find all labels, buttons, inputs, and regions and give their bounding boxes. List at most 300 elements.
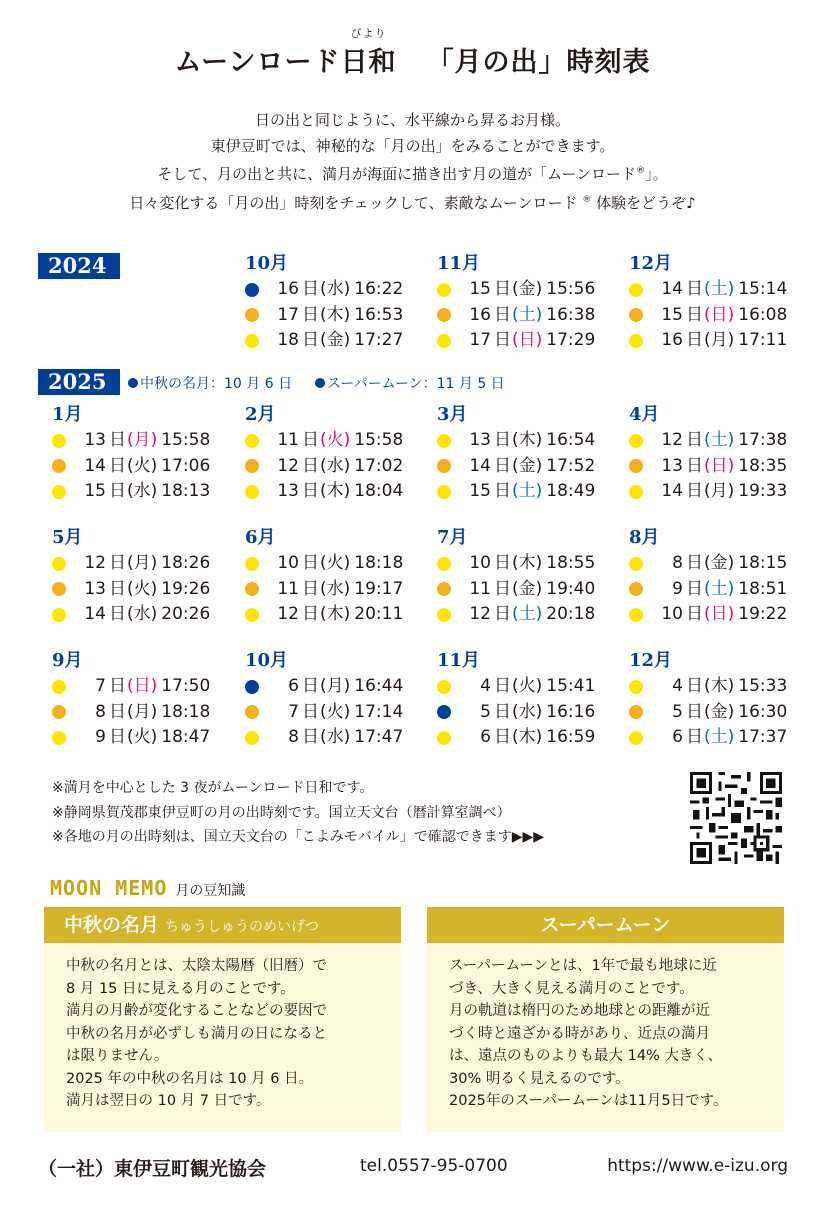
month-block bbox=[245, 650, 430, 751]
month-label: 12月 bbox=[629, 253, 673, 274]
orange-moon-dot-icon bbox=[437, 459, 451, 473]
moonrise-row bbox=[629, 454, 814, 480]
moonrise-row bbox=[629, 479, 814, 505]
moonrise-day: 5 bbox=[672, 701, 683, 722]
moon-memo-subtitle: 月の豆知識 bbox=[175, 883, 246, 899]
moonrise-day: 11 bbox=[277, 430, 299, 450]
moonrise-day: 14 bbox=[84, 455, 106, 476]
org-name: （一社）東伊豆町観光協会 bbox=[38, 1158, 267, 1180]
orange-moon-dot-icon bbox=[52, 459, 66, 473]
month-block bbox=[629, 253, 814, 354]
moonrise-row bbox=[52, 577, 237, 603]
registered-mark: ® bbox=[582, 194, 592, 205]
month-block bbox=[437, 404, 622, 505]
registered-mark: ® bbox=[636, 166, 646, 176]
month-block bbox=[437, 527, 622, 628]
moonrise-time: 16:54 bbox=[546, 430, 596, 450]
day-unit: 日 bbox=[302, 578, 319, 599]
card-line: 中秋の名月とは、太陰太陽暦（旧暦）で bbox=[66, 958, 327, 974]
moonrise-time: 15:33 bbox=[738, 676, 788, 696]
card-line: 30% 明るく見えるのです。 bbox=[449, 1070, 630, 1087]
moonrise-day: 12 bbox=[469, 604, 491, 624]
day-unit: 日 bbox=[109, 553, 126, 573]
day-unit: 日 bbox=[686, 455, 703, 476]
card-supermoon bbox=[427, 907, 784, 1132]
card-chushu-body bbox=[44, 943, 401, 1113]
day-unit: 日 bbox=[494, 553, 511, 573]
card-line: スーパームーンとは、1年で最も地球に近 bbox=[449, 958, 717, 974]
card-chushu-title: 中秋の名月 ちゅうしゅうのめいげつ bbox=[44, 907, 401, 943]
moonrise-row bbox=[52, 674, 237, 700]
day-unit: 日 bbox=[109, 727, 126, 747]
weekday: (土) bbox=[704, 279, 735, 299]
card-line: 2025 年の中秋の名月は 10 月 6 日。 bbox=[66, 1070, 314, 1087]
qr-code-icon[interactable] bbox=[690, 772, 782, 864]
day-unit: 日 bbox=[494, 578, 511, 599]
weekday: (月) bbox=[704, 481, 735, 501]
moonrise-day: 14 bbox=[661, 481, 683, 501]
moonrise-row bbox=[437, 700, 622, 726]
day-unit: 日 bbox=[686, 701, 703, 722]
yellow-moon-dot-icon bbox=[629, 283, 643, 297]
weekday: (水) bbox=[320, 455, 351, 476]
moonrise-day: 8 bbox=[95, 701, 106, 722]
moonrise-time: 18:47 bbox=[161, 727, 211, 747]
day-unit: 日 bbox=[686, 481, 703, 501]
weekday: (月) bbox=[127, 553, 158, 573]
day-unit: 日 bbox=[686, 430, 703, 450]
weekday: (水) bbox=[127, 604, 158, 624]
weekday: (月) bbox=[127, 430, 158, 450]
weekday: (土) bbox=[512, 481, 543, 501]
yellow-moon-dot-icon bbox=[245, 434, 259, 448]
yellow-moon-dot-icon bbox=[52, 680, 66, 694]
moonrise-time: 15:14 bbox=[738, 279, 788, 299]
month-block bbox=[629, 650, 814, 751]
day-unit: 日 bbox=[302, 553, 319, 573]
moonrise-day: 6 bbox=[288, 676, 299, 696]
day-unit: 日 bbox=[109, 604, 126, 624]
day-unit: 日 bbox=[494, 701, 511, 722]
moonrise-time: 20:26 bbox=[161, 604, 211, 624]
day-unit: 日 bbox=[494, 304, 511, 325]
moonrise-row bbox=[437, 577, 622, 603]
moonrise-day: 16 bbox=[661, 330, 683, 350]
month-block bbox=[629, 404, 814, 505]
moonrise-row bbox=[245, 303, 430, 329]
moonrise-time: 18:18 bbox=[161, 701, 211, 722]
moonrise-row bbox=[245, 551, 430, 577]
day-unit: 日 bbox=[109, 676, 126, 696]
weekday: (火) bbox=[320, 701, 351, 722]
yellow-moon-dot-icon bbox=[437, 731, 451, 745]
orange-moon-dot-icon bbox=[629, 459, 643, 473]
moonrise-day: 8 bbox=[672, 553, 683, 573]
weekday: (土) bbox=[704, 727, 735, 747]
month-block bbox=[629, 527, 814, 628]
moonrise-row bbox=[245, 328, 430, 354]
day-unit: 日 bbox=[109, 455, 126, 476]
day-unit: 日 bbox=[109, 430, 126, 450]
moonrise-time: 16:22 bbox=[354, 279, 404, 299]
moonrise-day: 7 bbox=[288, 701, 299, 722]
moonrise-time: 17:37 bbox=[738, 727, 788, 747]
moonrise-time: 20:11 bbox=[354, 604, 404, 624]
moonrise-day: 6 bbox=[480, 727, 491, 747]
weekday: (土) bbox=[704, 430, 735, 450]
moonrise-time: 15:41 bbox=[546, 676, 596, 696]
moonrise-day: 13 bbox=[84, 578, 106, 599]
yellow-moon-dot-icon bbox=[245, 485, 259, 499]
weekday: (日) bbox=[512, 330, 543, 350]
moonrise-row bbox=[245, 428, 430, 454]
moonrise-row bbox=[629, 328, 814, 354]
moonrise-time: 17:52 bbox=[546, 455, 596, 476]
blue-moon-dot-icon bbox=[245, 283, 259, 297]
moonrise-day: 7 bbox=[95, 676, 106, 696]
moonrise-day: 12 bbox=[661, 430, 683, 450]
orange-moon-dot-icon bbox=[52, 582, 66, 596]
day-unit: 日 bbox=[494, 430, 511, 450]
month-block bbox=[437, 650, 622, 751]
weekday: (水) bbox=[127, 481, 158, 501]
day-unit: 日 bbox=[302, 727, 319, 747]
moonrise-day: 14 bbox=[661, 279, 683, 299]
moonrise-day: 9 bbox=[95, 727, 106, 747]
moonrise-row bbox=[629, 428, 814, 454]
moon-memo-heading bbox=[50, 876, 245, 900]
day-unit: 日 bbox=[494, 676, 511, 696]
weekday: (木) bbox=[512, 553, 543, 573]
moonrise-time: 17:50 bbox=[161, 676, 211, 696]
moonrise-time: 16:08 bbox=[738, 304, 788, 325]
moonrise-day: 13 bbox=[469, 430, 491, 450]
moonrise-day: 15 bbox=[661, 304, 683, 325]
moonrise-row bbox=[437, 277, 622, 303]
title-kanji: びより 日和 bbox=[340, 27, 397, 78]
moonrise-day: 10 bbox=[661, 604, 683, 624]
day-unit: 日 bbox=[302, 279, 319, 299]
weekday: (木) bbox=[320, 481, 351, 501]
weekday: (火) bbox=[127, 578, 158, 599]
weekday: (火) bbox=[512, 676, 543, 696]
moonrise-time: 18:51 bbox=[738, 578, 788, 599]
moonrise-time: 17:27 bbox=[354, 330, 404, 350]
moonrise-day: 8 bbox=[288, 727, 299, 747]
year-badge-2025: 2025 bbox=[38, 369, 120, 395]
day-unit: 日 bbox=[686, 304, 703, 325]
blue-moon-dot-icon bbox=[245, 680, 259, 694]
weekday: (木) bbox=[512, 430, 543, 450]
moonrise-day: 16 bbox=[469, 304, 491, 325]
card-supermoon-body bbox=[427, 943, 784, 1113]
moonrise-time: 18:49 bbox=[546, 481, 596, 501]
moonrise-row bbox=[52, 454, 237, 480]
weekday: (火) bbox=[320, 430, 351, 450]
yellow-moon-dot-icon bbox=[437, 283, 451, 297]
yellow-moon-dot-icon bbox=[52, 434, 66, 448]
notes bbox=[52, 776, 544, 850]
yellow-moon-dot-icon bbox=[437, 608, 451, 622]
orange-moon-dot-icon bbox=[437, 308, 451, 322]
month-label: 2月 bbox=[245, 404, 276, 425]
yellow-moon-dot-icon bbox=[437, 434, 451, 448]
yellow-moon-dot-icon bbox=[629, 334, 643, 348]
title-part1: ムーンロード bbox=[174, 47, 341, 78]
moonrise-row bbox=[437, 725, 622, 751]
moonrise-day: 4 bbox=[672, 676, 683, 696]
moonrise-row bbox=[629, 602, 814, 628]
weekday: (木) bbox=[704, 676, 735, 696]
weekday: (日) bbox=[704, 455, 735, 476]
day-unit: 日 bbox=[686, 676, 703, 696]
moonrise-row bbox=[245, 700, 430, 726]
moonrise-row bbox=[437, 479, 622, 505]
moonrise-time: 18:13 bbox=[161, 481, 211, 501]
moonrise-time: 20:18 bbox=[546, 604, 596, 624]
month-block bbox=[52, 650, 237, 751]
month-block bbox=[52, 404, 237, 505]
moonrise-row bbox=[629, 725, 814, 751]
yellow-moon-dot-icon bbox=[245, 557, 259, 571]
moonrise-row bbox=[629, 674, 814, 700]
day-unit: 日 bbox=[302, 481, 319, 501]
moonrise-row bbox=[629, 577, 814, 603]
weekday: (火) bbox=[320, 553, 351, 573]
moonrise-time: 19:22 bbox=[738, 604, 788, 624]
day-unit: 日 bbox=[494, 727, 511, 747]
moonrise-row bbox=[52, 479, 237, 505]
month-label: 4月 bbox=[629, 404, 660, 425]
day-unit: 日 bbox=[302, 701, 319, 722]
weekday: (木) bbox=[320, 604, 351, 624]
month-label: 3月 bbox=[437, 404, 468, 425]
card-line: 満月の月齢が変化することなどの要因で bbox=[66, 1003, 327, 1019]
moonrise-row bbox=[52, 700, 237, 726]
blue-dot-icon bbox=[315, 378, 325, 388]
yellow-moon-dot-icon bbox=[437, 334, 451, 348]
card-chushu bbox=[44, 907, 401, 1132]
moonrise-time: 15:58 bbox=[161, 430, 211, 450]
day-unit: 日 bbox=[686, 330, 703, 350]
moonrise-day: 10 bbox=[469, 553, 491, 573]
yellow-moon-dot-icon bbox=[629, 485, 643, 499]
moonrise-day: 14 bbox=[84, 604, 106, 624]
moonrise-time: 17:11 bbox=[738, 330, 788, 350]
moonrise-row bbox=[245, 725, 430, 751]
moonrise-time: 19:26 bbox=[161, 578, 211, 599]
card-line: は、遠点のものよりも最大 14% 大きく、 bbox=[449, 1048, 723, 1064]
weekday: (火) bbox=[127, 727, 158, 747]
day-unit: 日 bbox=[494, 279, 511, 299]
card-line: 月の軌道は楕円のため地球との距離が近 bbox=[449, 1003, 710, 1019]
year-2025-note: 中秋の名月：10 月 6 日 スーパームーン：11 月 5 日 bbox=[128, 373, 505, 393]
moonrise-time: 16:16 bbox=[546, 701, 596, 722]
phone-number[interactable]: tel.0557-95-0700 bbox=[360, 1156, 508, 1176]
moonrise-day: 12 bbox=[277, 455, 299, 476]
moonrise-time: 19:40 bbox=[546, 578, 596, 599]
yellow-moon-dot-icon bbox=[52, 485, 66, 499]
weekday: (木) bbox=[512, 727, 543, 747]
day-unit: 日 bbox=[302, 604, 319, 624]
month-label: 10月 bbox=[245, 253, 289, 274]
moonrise-day: 14 bbox=[469, 455, 491, 476]
yellow-moon-dot-icon bbox=[629, 731, 643, 745]
weekday: (金) bbox=[320, 330, 351, 350]
day-unit: 日 bbox=[109, 481, 126, 501]
month-label: 7月 bbox=[437, 527, 468, 548]
day-unit: 日 bbox=[109, 701, 126, 722]
orange-moon-dot-icon bbox=[245, 582, 259, 596]
moonrise-time: 18:04 bbox=[354, 481, 404, 501]
moonrise-time: 16:59 bbox=[546, 727, 596, 747]
moonrise-time: 15:56 bbox=[546, 279, 596, 299]
moonrise-time: 18:15 bbox=[738, 553, 788, 573]
weekday: (土) bbox=[704, 578, 735, 599]
moonrise-row bbox=[629, 551, 814, 577]
moonrise-time: 18:26 bbox=[161, 553, 211, 573]
orange-moon-dot-icon bbox=[245, 459, 259, 473]
month-block bbox=[245, 527, 430, 628]
yellow-moon-dot-icon bbox=[245, 731, 259, 745]
orange-moon-dot-icon bbox=[245, 705, 259, 719]
day-unit: 日 bbox=[302, 676, 319, 696]
card-line: 8 月 15 日に見える月のことです。 bbox=[66, 980, 295, 997]
moonrise-time: 19:17 bbox=[354, 578, 404, 599]
yellow-moon-dot-icon bbox=[437, 680, 451, 694]
moonrise-time: 18:55 bbox=[546, 553, 596, 573]
yellow-moon-dot-icon bbox=[629, 434, 643, 448]
moonrise-row bbox=[437, 328, 622, 354]
card-line: は限りません。 bbox=[66, 1048, 169, 1064]
card-line: 2025年のスーパームーンは11月5日です。 bbox=[449, 1093, 728, 1109]
weekday: (金) bbox=[704, 553, 735, 573]
day-unit: 日 bbox=[686, 279, 703, 299]
moonrise-time: 17:06 bbox=[161, 455, 211, 476]
month-block bbox=[245, 404, 430, 505]
moonrise-time: 17:38 bbox=[738, 430, 788, 450]
website-link[interactable]: https://www.e-izu.org bbox=[607, 1156, 788, 1176]
footer bbox=[38, 1154, 788, 1184]
yellow-moon-dot-icon bbox=[629, 608, 643, 622]
moonrise-row bbox=[437, 428, 622, 454]
moonrise-row bbox=[629, 277, 814, 303]
day-unit: 日 bbox=[302, 455, 319, 476]
moonrise-day: 13 bbox=[84, 430, 106, 450]
weekday: (日) bbox=[127, 676, 158, 696]
weekday: (水) bbox=[320, 279, 351, 299]
moonrise-row bbox=[437, 454, 622, 480]
blue-moon-dot-icon bbox=[437, 705, 451, 719]
day-unit: 日 bbox=[302, 430, 319, 450]
moon-memo-title: MOON MEMO bbox=[50, 876, 168, 900]
moonrise-row bbox=[52, 428, 237, 454]
moonrise-time: 16:38 bbox=[546, 304, 596, 325]
moonrise-day: 15 bbox=[84, 481, 106, 501]
moonrise-row bbox=[245, 674, 430, 700]
yellow-moon-dot-icon bbox=[629, 557, 643, 571]
yellow-moon-dot-icon bbox=[52, 557, 66, 571]
card-line: 中秋の名月が必ずしも満月の日になると bbox=[66, 1025, 327, 1042]
month-label: 9月 bbox=[52, 650, 83, 671]
day-unit: 日 bbox=[686, 727, 703, 747]
day-unit: 日 bbox=[686, 553, 703, 573]
day-unit: 日 bbox=[686, 604, 703, 624]
moonrise-day: 12 bbox=[84, 553, 106, 573]
weekday: (火) bbox=[127, 455, 158, 476]
moonrise-row bbox=[52, 725, 237, 751]
moonrise-row bbox=[629, 700, 814, 726]
moonrise-time: 18:18 bbox=[354, 553, 404, 573]
moonrise-day: 12 bbox=[277, 604, 299, 624]
moonrise-day: 13 bbox=[277, 481, 299, 501]
weekday: (月) bbox=[704, 330, 735, 350]
month-label: 11月 bbox=[437, 253, 481, 274]
moonrise-time: 19:33 bbox=[738, 481, 788, 501]
day-unit: 日 bbox=[494, 330, 511, 350]
day-unit: 日 bbox=[686, 578, 703, 599]
weekday: (木) bbox=[320, 304, 351, 325]
moonrise-day: 9 bbox=[672, 578, 683, 599]
day-unit: 日 bbox=[302, 330, 319, 350]
weekday: (日) bbox=[704, 304, 735, 325]
title-part2: 「月の出」時刻表 bbox=[426, 47, 651, 78]
note-line: ※各地の月の出時刻は、国立天文台の「こよみモバイル」で確認できます▶▶▶ bbox=[52, 829, 545, 845]
note-line: ※静岡県賀茂郡東伊豆町の月の出時刻です。国立天文台（暦計算室調べ） bbox=[52, 804, 511, 821]
moonrise-day: 10 bbox=[277, 553, 299, 573]
orange-moon-dot-icon bbox=[629, 308, 643, 322]
blue-dot-icon bbox=[128, 378, 138, 388]
yellow-moon-dot-icon bbox=[245, 334, 259, 348]
moonrise-time: 15:58 bbox=[354, 430, 404, 450]
moonrise-row bbox=[245, 277, 430, 303]
day-unit: 日 bbox=[494, 455, 511, 476]
moonrise-time: 16:44 bbox=[354, 676, 404, 696]
moonrise-day: 5 bbox=[480, 701, 491, 722]
weekday: (日) bbox=[704, 604, 735, 624]
moonrise-day: 17 bbox=[277, 304, 299, 325]
moonrise-time: 17:02 bbox=[354, 455, 404, 476]
yellow-moon-dot-icon bbox=[629, 680, 643, 694]
moonrise-row bbox=[437, 551, 622, 577]
day-unit: 日 bbox=[494, 604, 511, 624]
weekday: (月) bbox=[127, 701, 158, 722]
orange-moon-dot-icon bbox=[437, 582, 451, 596]
orange-moon-dot-icon bbox=[629, 705, 643, 719]
weekday: (金) bbox=[512, 279, 543, 299]
moonrise-day: 15 bbox=[469, 279, 491, 299]
moonrise-row bbox=[437, 602, 622, 628]
moonrise-row bbox=[245, 479, 430, 505]
moonrise-time: 17:14 bbox=[354, 701, 404, 722]
day-unit: 日 bbox=[494, 481, 511, 501]
month-label: 10月 bbox=[245, 650, 289, 671]
moonrise-row bbox=[245, 454, 430, 480]
moonrise-day: 16 bbox=[277, 279, 299, 299]
month-label: 6月 bbox=[245, 527, 276, 548]
month-label: 1月 bbox=[52, 404, 83, 425]
moonrise-row bbox=[52, 551, 237, 577]
moonrise-day: 11 bbox=[469, 578, 491, 599]
month-block bbox=[437, 253, 622, 354]
month-label: 8月 bbox=[629, 527, 660, 548]
moonrise-row bbox=[245, 577, 430, 603]
yellow-moon-dot-icon bbox=[52, 731, 66, 745]
orange-moon-dot-icon bbox=[52, 705, 66, 719]
moonrise-row bbox=[437, 303, 622, 329]
intro-text: 日の出と同じように、水平線から昇るお月様。 東伊豆町では、神秘的な「月の出」をみることができます。 そして、月の出と共に、満月が海面に描き出す月の道が「ムーンロード®」。 日々変化する「月の出」時刻をチェックして、素敵なムーンロード ® 体験をどうぞ♪ bbox=[129, 111, 696, 212]
note-line: ※満月を中心とした 3 夜がムーンロード日和です。 bbox=[52, 780, 374, 796]
